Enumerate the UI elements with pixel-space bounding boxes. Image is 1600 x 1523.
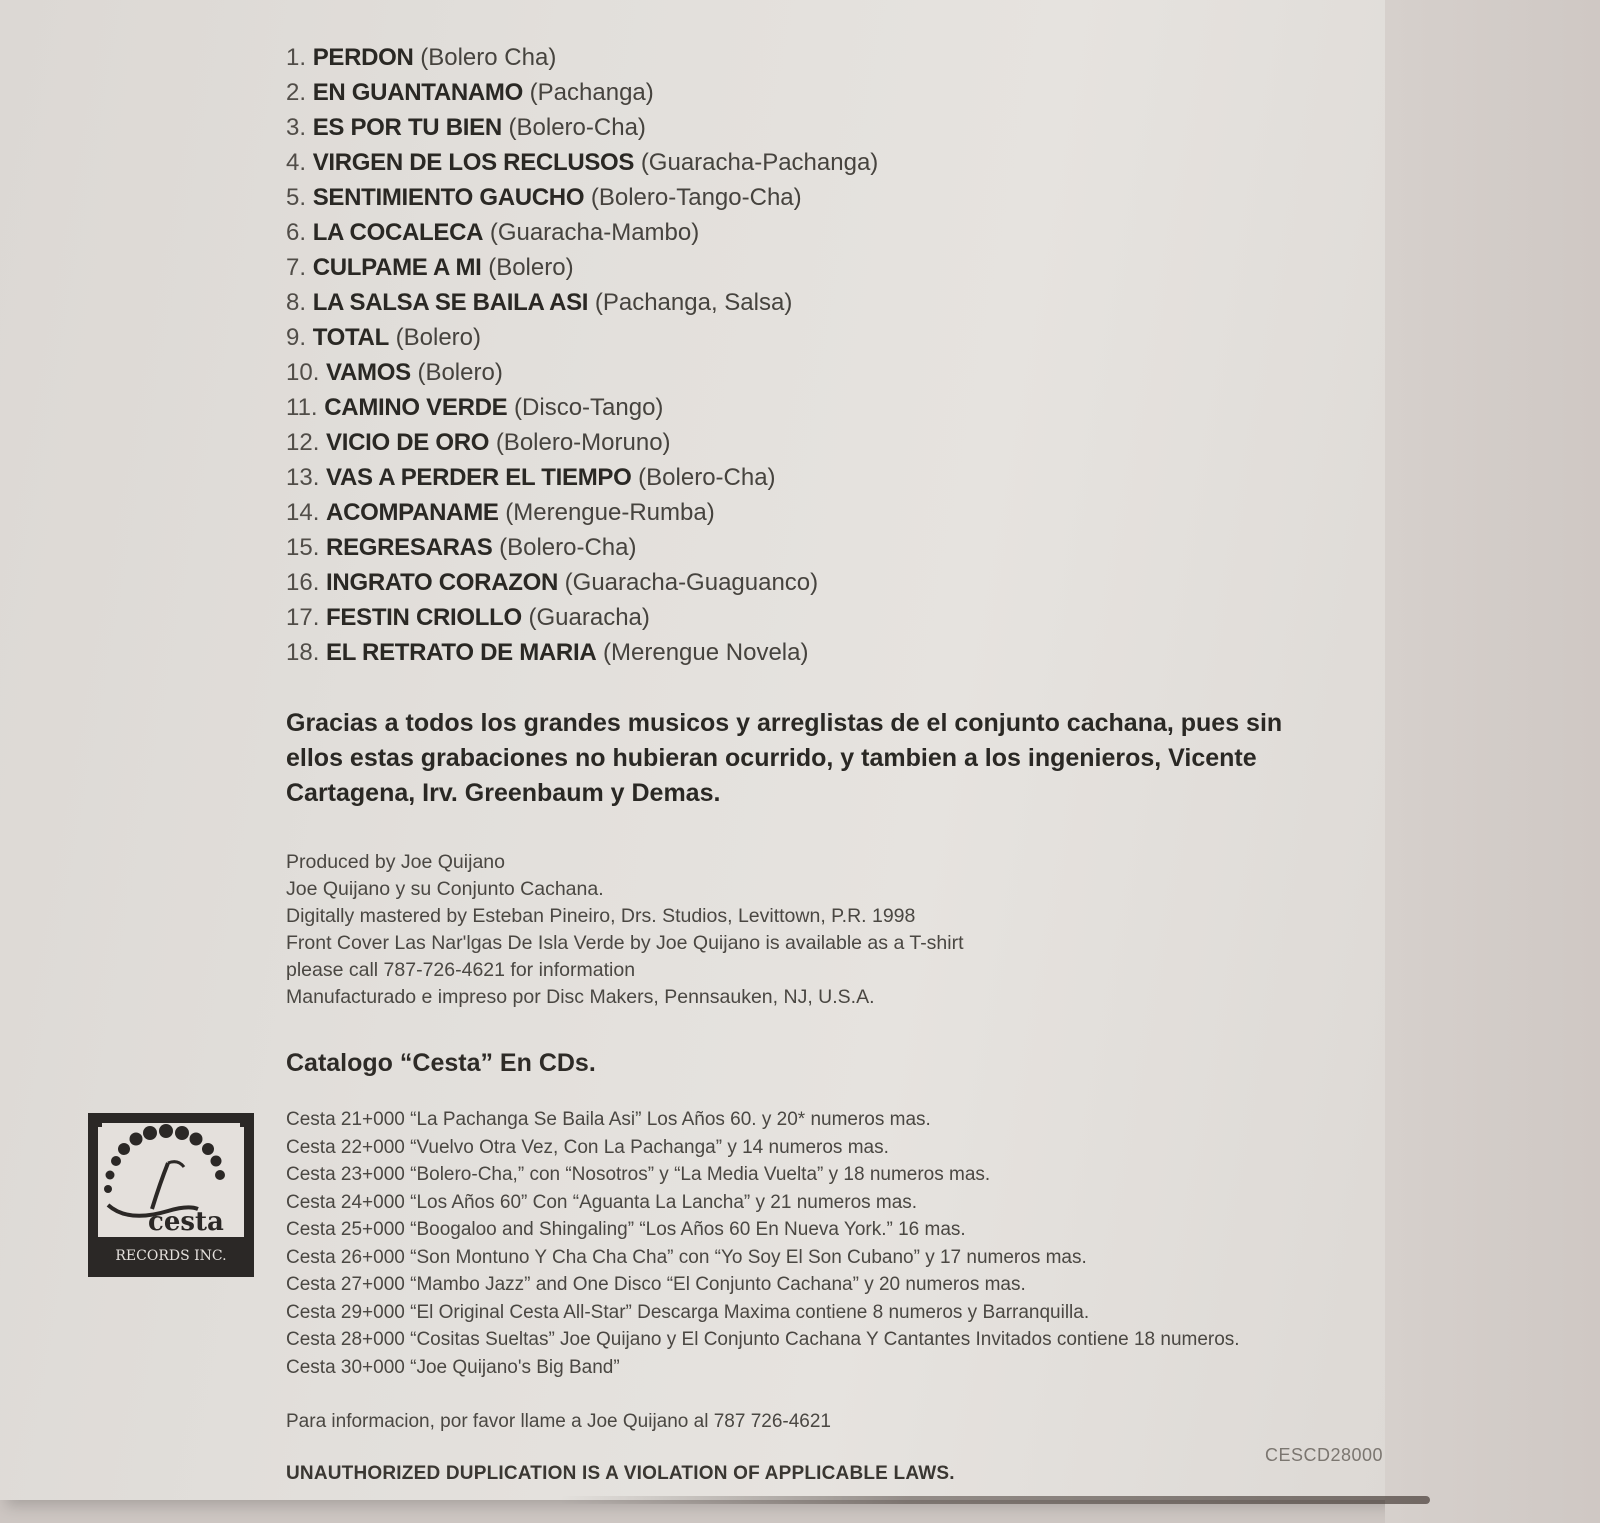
catalog-number: CESCD28000 (1265, 1445, 1384, 1465)
catalog-item: Cesta 22+000 “Vuelvo Otra Vez, Con La Pachanga” y 14 numeros mas. (286, 1136, 889, 1158)
track-style: (Guaracha-Guaguanco) (564, 569, 819, 596)
track-item (286, 460, 1346, 495)
credits-block (286, 849, 1346, 1011)
track-number: 3. (286, 114, 307, 141)
track-item (286, 180, 1346, 215)
track-title: REGRESARAS (326, 534, 493, 561)
track-number: 4. (286, 149, 307, 176)
track-item (286, 215, 1346, 250)
track-number: 11. (286, 394, 318, 421)
credit-line: Manufacturado e impreso por Disc Makers, Pennsauken, NJ, U.S.A. (286, 986, 875, 1008)
track-style: (Bolero-Tango-Cha) (590, 184, 802, 211)
track-title: EN GUANTANAMO (312, 79, 523, 106)
track-item (286, 600, 1346, 635)
track-title: LA SALSA SE BAILA ASI (312, 289, 589, 316)
track-style: (Bolero Cha) (420, 44, 557, 71)
track-item (286, 530, 1346, 565)
credit-line: please call 787-726-4621 for information (286, 959, 636, 981)
track-item (286, 635, 1346, 670)
track-style: (Pachanga, Salsa) (594, 289, 793, 316)
track-title: VIRGEN DE LOS RECLUSOS (312, 149, 635, 176)
catalog-item: Cesta 27+000 “Mambo Jazz” and One Disco “El Conjunto Cachana” y 20 numeros mas. (286, 1274, 1026, 1295)
catalog-heading: Catalogo “Cesta” En CDs. (286, 1049, 596, 1077)
logo-subtitle: RECORDS INC. (115, 1248, 227, 1264)
track-item (286, 110, 1346, 145)
catalog-item: Cesta 23+000 “Bolero-Cha,” con “Nosotros” y “La Media Vuelta” y 18 numeros mas. (286, 1164, 991, 1185)
track-style: (Bolero) (488, 254, 574, 281)
catalog-item: Cesta 29+000 “El Original Cesta All-Star” Descarga Maxima contiene 8 numeros y Barranquilla. (286, 1301, 1090, 1323)
track-title: TOTAL (312, 324, 389, 351)
catalog-list (286, 1106, 1346, 1381)
track-style: (Guaracha) (528, 604, 650, 631)
copyright-warning: UNAUTHORIZED DUPLICATION IS A VIOLATION OF APPLICABLE LAWS. (286, 1463, 955, 1484)
track-item (286, 75, 1346, 110)
track-style: (Pachanga) (529, 79, 654, 106)
sheet-shadow (560, 1496, 1430, 1504)
track-number: 18. (286, 639, 320, 666)
track-title: VAMOS (326, 359, 411, 386)
track-number: 1. (286, 44, 307, 71)
track-number: 16. (286, 569, 320, 596)
track-number: 17. (286, 604, 320, 631)
track-title: ES POR TU BIEN (312, 114, 502, 141)
track-title: LA COCALECA (312, 219, 484, 246)
track-number: 12. (286, 429, 320, 456)
track-style: (Bolero-Cha) (508, 114, 646, 141)
catalog-item: Cesta 25+000 “Boogaloo and Shingaling” “Los Años 60 En Nueva York.” 16 mas. (286, 1219, 966, 1240)
track-number: 6. (286, 219, 307, 246)
credit-line: Digitally mastered by Esteban Pineiro, Drs. Studios, Levittown, P.R. 1998 (286, 905, 916, 927)
catalog-item: Cesta 21+000 “La Pachanga Se Baila Asi” Los Años 60. y 20* numeros mas. (286, 1109, 931, 1130)
track-style: (Merengue Novela) (603, 639, 809, 666)
track-style: (Bolero) (395, 324, 481, 351)
track-title: EL RETRATO DE MARIA (326, 639, 597, 666)
track-item (286, 390, 1346, 425)
track-title: CULPAME A MI (312, 254, 482, 281)
credit-line: Joe Quijano y su Conjunto Cachana. (286, 878, 604, 900)
credit-line: Front Cover Las Nar'lgas De Isla Verde by Joe Quijano is available as a T-shirt (286, 932, 964, 954)
track-item (286, 425, 1346, 460)
track-item (286, 355, 1346, 390)
track-number: 10. (286, 359, 320, 386)
catalog-item: Cesta 28+000 “Cositas Sueltas” Joe Quijano y El Conjunto Cachana Y Cantantes Invitados contiene 18 numeros. (286, 1329, 1240, 1350)
track-number: 13. (286, 464, 320, 491)
track-style: (Guaracha-Mambo) (489, 219, 700, 246)
insert-content (286, 40, 1346, 1485)
track-number: 2. (286, 79, 307, 106)
catalog-item: Cesta 24+000 “Los Años 60” Con “Aguanta La Lancha” y 21 numeros mas. (286, 1191, 918, 1213)
track-title: INGRATO CORAZON (326, 569, 558, 596)
track-item (286, 40, 1346, 75)
logo-wordmark: cesta (148, 1207, 224, 1237)
track-title: VAS A PERDER EL TIEMPO (326, 464, 632, 491)
track-number: 8. (286, 289, 307, 316)
thanks-paragraph: Gracias a todos los grandes musicos y arreglistas de el conjunto cachana, pues sin ellos estas grabaciones no hubieran ocurrido, y tambien a los ingenieros, Vicente Cartagena, Irv. Greenbaum y Demas. (286, 709, 1283, 807)
track-title: FESTIN CRIOLLO (326, 604, 522, 631)
track-item (286, 285, 1346, 320)
contact-info-line: Para informacion, por favor llame a Joe Quijano al 787 726-4621 (286, 1411, 831, 1432)
track-style: (Guaracha-Pachanga) (640, 149, 879, 176)
track-title: PERDON (312, 44, 414, 71)
track-number: 15. (286, 534, 320, 561)
track-style: (Disco-Tango) (514, 394, 664, 421)
credit-line: Produced by Joe Quijano (286, 851, 505, 873)
cesta-records-logo (88, 1113, 254, 1277)
track-style: (Bolero-Cha) (499, 534, 637, 561)
track-style: (Bolero) (417, 359, 503, 386)
background-surface (1385, 0, 1600, 1523)
track-title: VICIO DE ORO (326, 429, 490, 456)
track-title: ACOMPANAME (326, 499, 499, 526)
track-item (286, 250, 1346, 285)
track-item (286, 495, 1346, 530)
track-title: SENTIMIENTO GAUCHO (312, 184, 585, 211)
track-item (286, 565, 1346, 600)
track-number: 9. (286, 324, 307, 351)
track-style: (Bolero-Moruno) (495, 429, 671, 456)
track-number: 14. (286, 499, 320, 526)
track-item (286, 320, 1346, 355)
catalog-item: Cesta 26+000 “Son Montuno Y Cha Cha Cha” con “Yo Soy El Son Cubano” y 17 numeros mas. (286, 1246, 1087, 1268)
catalog-item: Cesta 30+000 “Joe Quijano's Big Band” (286, 1356, 620, 1378)
track-title: CAMINO VERDE (324, 394, 508, 421)
track-number: 7. (286, 254, 307, 281)
track-list (286, 40, 1346, 670)
track-item (286, 145, 1346, 180)
track-number: 5. (286, 184, 307, 211)
track-style: (Merengue-Rumba) (505, 499, 715, 526)
track-style: (Bolero-Cha) (638, 464, 776, 491)
